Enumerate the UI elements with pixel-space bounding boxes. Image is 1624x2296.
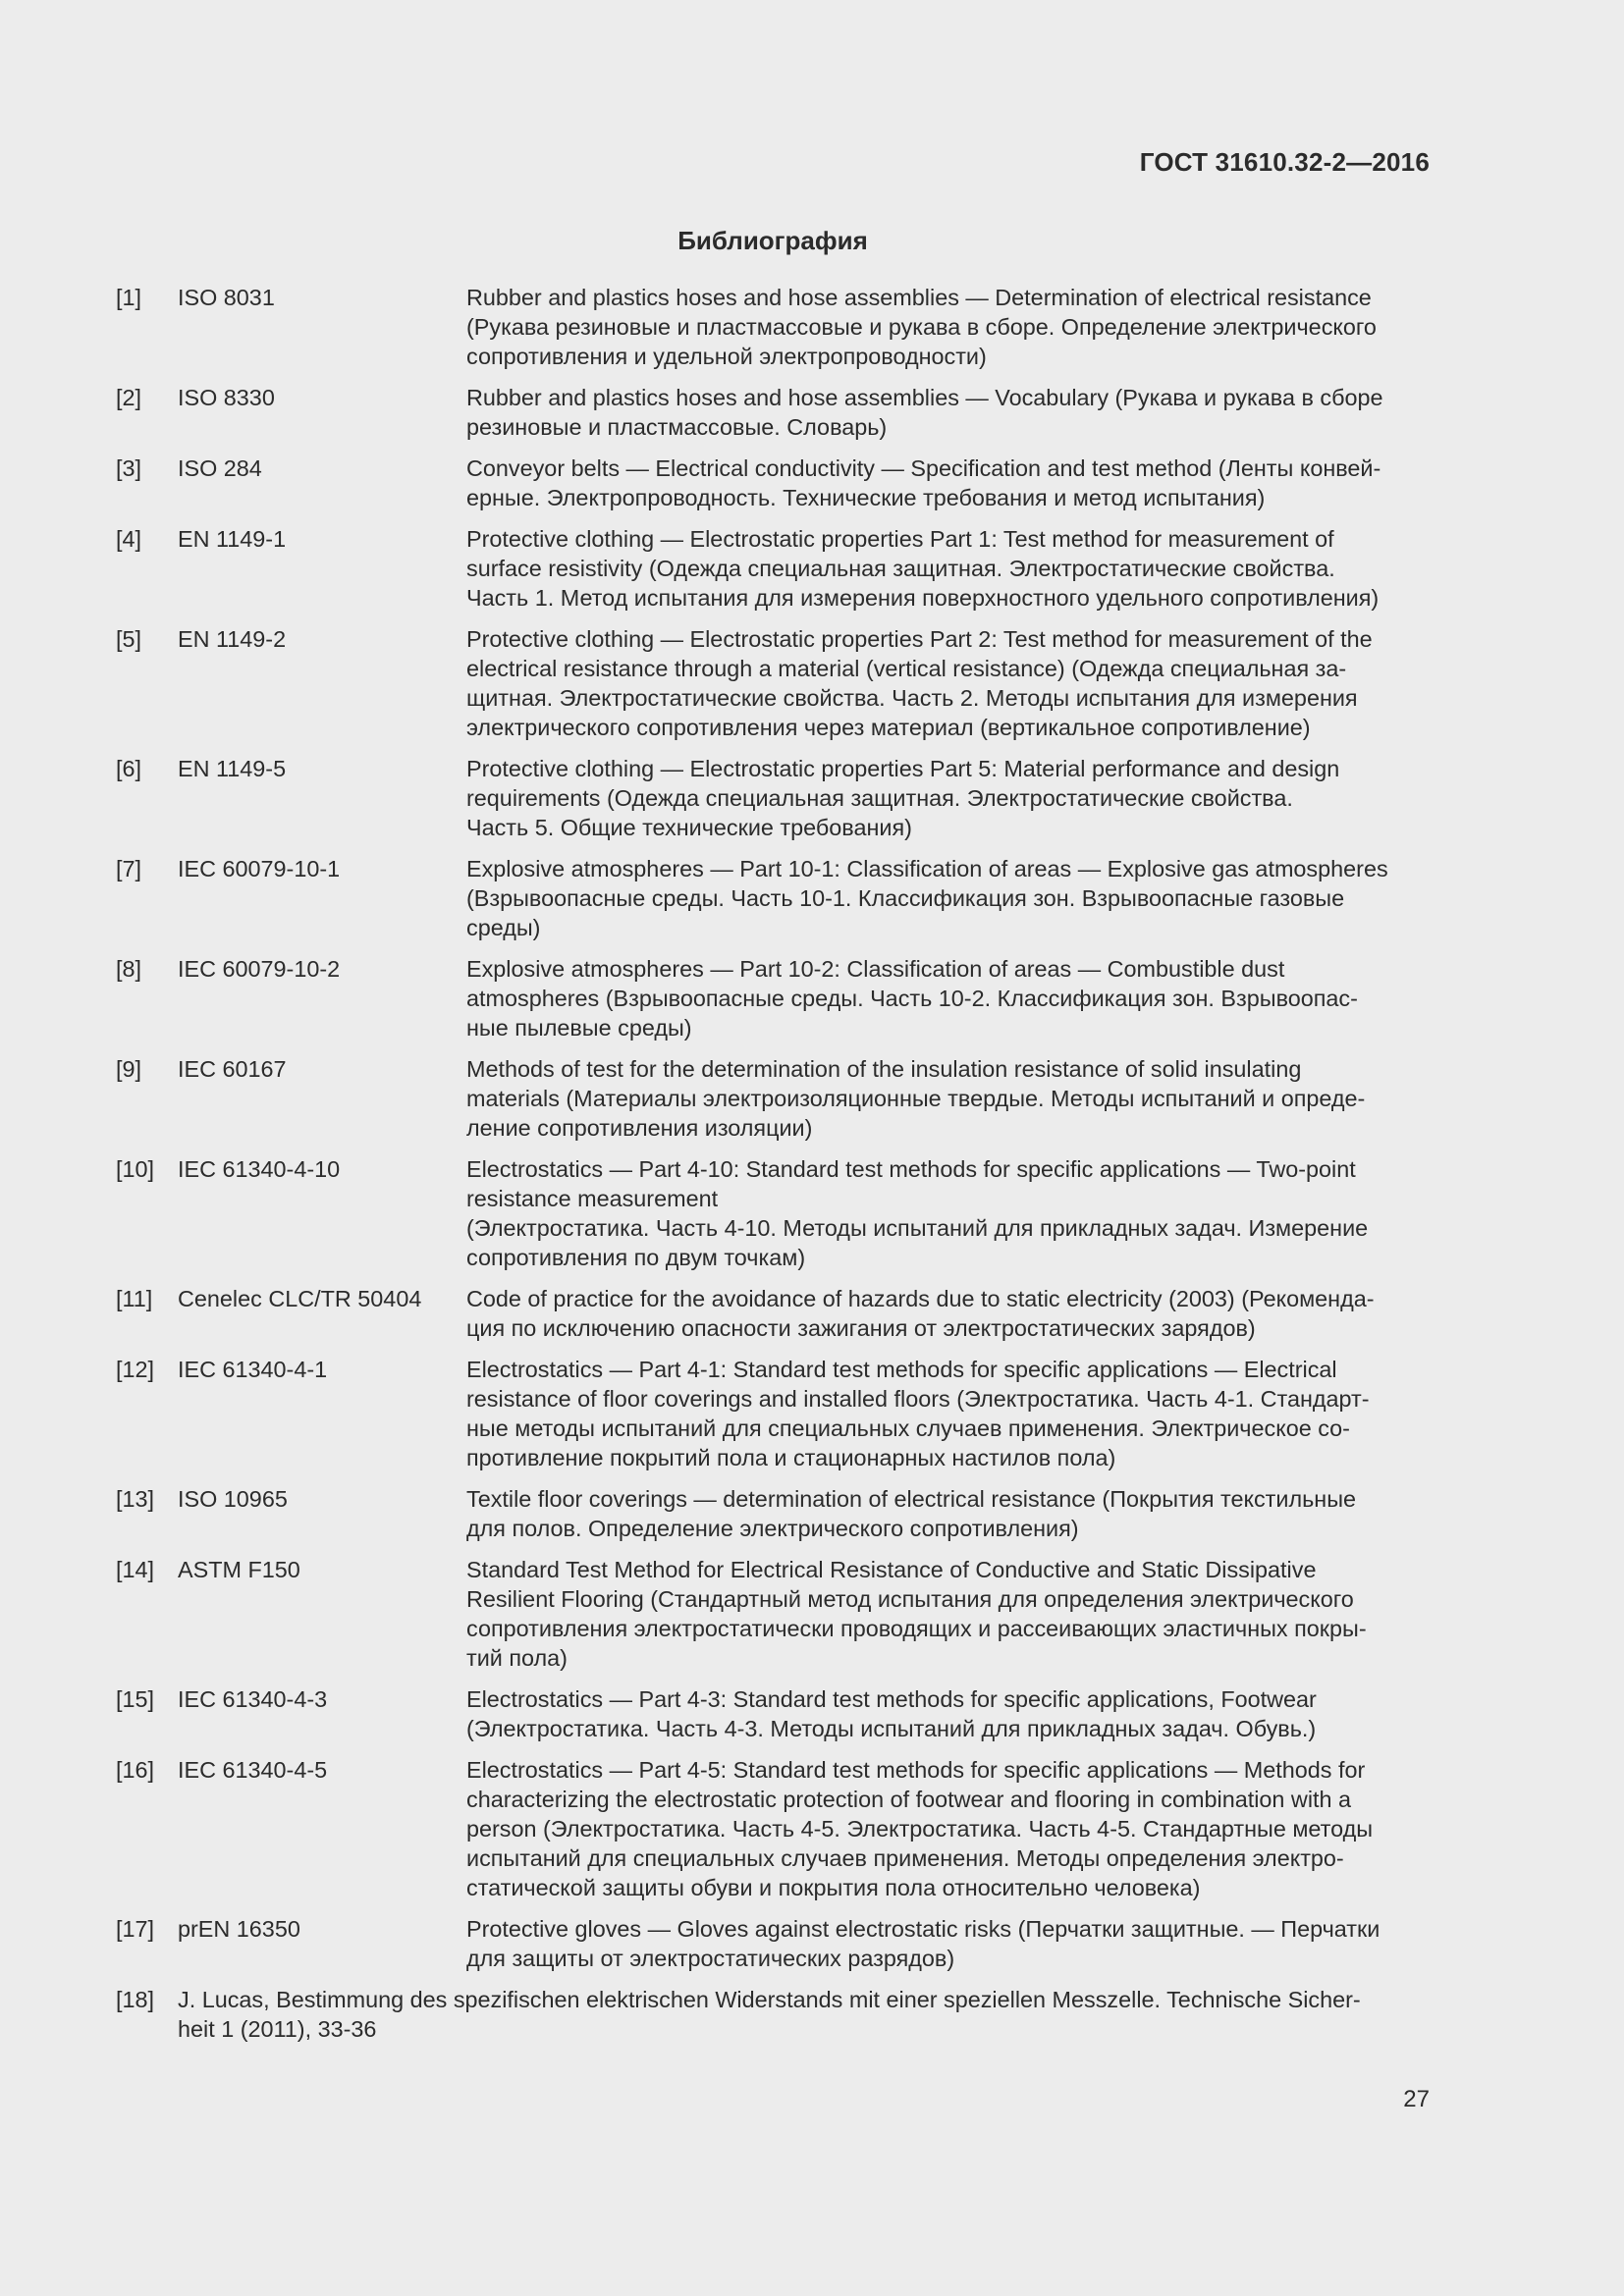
entry-text: Explosive atmospheres — Part 10-1: Classification of areas — Explosive gas atmospheres (Взрывоопасные среды. Часть 10-1. Классификация зон. Взрывоопасные газовые среды) (466, 856, 1388, 940)
entry-code: IEC 60079-10-1 (178, 856, 341, 881)
bibliography-entry (116, 754, 1430, 842)
bibliography-entry (116, 1555, 1430, 1673)
entry-code: IEC 60079-10-2 (178, 956, 341, 982)
bibliography-entry (116, 1154, 1430, 1272)
bibliography-entry (116, 454, 1430, 512)
bibliography-entry (116, 954, 1430, 1042)
entry-number: [17] (116, 1916, 155, 1942)
entry-text: Standard Test Method for Electrical Resistance of Conductive and Static Dissipative Resilient Flooring (Стандартный метод испытания для определения электрического сопротивления электростатически проводящих и рассеивающих эластичных покры- тий пола) (466, 1557, 1367, 1671)
entry-number: [12] (116, 1357, 155, 1382)
entry-code: Cenelec CLC/TR 50404 (178, 1286, 422, 1311)
entry-code: ISO 284 (178, 455, 262, 481)
entry-number: [18] (116, 1987, 155, 2012)
entry-text: Protective clothing — Electrostatic properties Part 5: Material performance and design requirements (Одежда специальная защитная. Электростатические свойства. Часть 5. Общие технические требования) (466, 756, 1340, 840)
bibliography-entry (116, 854, 1430, 942)
entry-number: [1] (116, 285, 142, 310)
entry-number: [3] (116, 455, 142, 481)
page-number: 27 (1403, 2086, 1430, 2112)
bibliography-entry-final (116, 1985, 1430, 2044)
bibliography-entry (116, 1484, 1430, 1543)
entry-number: [14] (116, 1557, 155, 1582)
entry-number: [16] (116, 1757, 155, 1783)
entry-number: [15] (116, 1686, 155, 1712)
bibliography-entry (116, 524, 1430, 613)
bibliography-entry (116, 1355, 1430, 1472)
entry-text: Protective clothing — Electrostatic properties Part 1: Test method for measurement of surface resistivity (Одежда специальная защитная. Электростатические свойства. Часть 1. Метод испытания для измерения поверхностного удельного сопротивления) (466, 526, 1380, 611)
entry-number: [8] (116, 956, 142, 982)
entry-number: [6] (116, 756, 142, 781)
entry-text: Protective clothing — Electrostatic properties Part 2: Test method for measurement of the electrical resistance through a material (vertical resistance) (Одежда специальная за- щитная. Электростатические свойства. Часть 2. Методы испытания для измерения электрического сопротивления через материал (вертикальное сопротивление) (466, 626, 1373, 740)
entry-text: J. Lucas, Bestimmung des spezifischen elektrischen Widerstands mit einer speziellen Messzelle. Technische Sicher- heit 1 (2011), 33-36 (178, 1987, 1361, 2042)
entry-number: [10] (116, 1156, 155, 1182)
entry-code: EN 1149-5 (178, 756, 287, 781)
entry-code: IEC 60167 (178, 1056, 287, 1082)
document-standard-header: ГОСТ 31610.32-2—2016 (1139, 147, 1430, 177)
entry-text: Electrostatics — Part 4-1: Standard test methods for specific applications — Electrical resistance of floor coverings and installed floors (Электростатика. Часть 4-1. Стандарт- ные методы испытаний для специальных случаев применения. Электрическое со- противление покрытий пола и стационарных настилов пола) (466, 1357, 1370, 1470)
bibliography-entry (116, 383, 1430, 442)
entry-text: Electrostatics — Part 4-5: Standard test methods for specific applications — Methods for characterizing the electrostatic protection of footwear and flooring in combination with a person (Электростатика. Часть 4-5. Электростатика. Часть 4-5. Стандартные методы испытаний для специальных случаев применения. Методы определения электро- статической защиты обуви и покрытия пола относительно человека) (466, 1757, 1374, 1900)
entry-code: IEC 61340-4-3 (178, 1686, 328, 1712)
entry-number: [2] (116, 385, 142, 410)
entry-text: Electrostatics — Part 4-3: Standard test methods for specific applications, Footwear (Электростатика. Часть 4-3. Методы испытаний для прикладных задач. Обувь.) (466, 1686, 1317, 1741)
entry-code: IEC 61340-4-10 (178, 1156, 341, 1182)
entry-text: Code of practice for the avoidance of hazards due to static electricity (2003) (Рекоменда- ция по исключению опасности зажигания от электростатических зарядов) (466, 1286, 1375, 1341)
bibliography-entry (116, 624, 1430, 742)
entry-code: prEN 16350 (178, 1916, 300, 1942)
entry-code: EN 1149-1 (178, 526, 287, 552)
entry-text: Electrostatics — Part 4-10: Standard test methods for specific applications — Two-point resistance measurement (Электростатика. Часть 4-10. Методы испытаний для прикладных задач. Измерение сопротивления по двум точкам) (466, 1156, 1369, 1270)
bibliography-entry (116, 283, 1430, 371)
entry-text: Protective gloves — Gloves against electrostatic risks (Перчатки защитные. — Перчатки для защиты от электростатических разрядов) (466, 1916, 1380, 1971)
entry-number: [7] (116, 856, 142, 881)
bibliography-list (116, 283, 1430, 2056)
entry-code: ISO 8330 (178, 385, 275, 410)
entry-text: Rubber and plastics hoses and hose assemblies — Vocabulary (Рукава и рукава в сборе резиновые и пластмассовые. Словарь) (466, 385, 1383, 440)
bibliography-entry (116, 1755, 1430, 1902)
entry-code: EN 1149-2 (178, 626, 287, 652)
entry-text: Explosive atmospheres — Part 10-2: Classification of areas — Combustible dust atmospheres (Взрывоопасные среды. Часть 10-2. Классификация зон. Взрывоопас- ные пылевые среды) (466, 956, 1358, 1041)
entry-number: [9] (116, 1056, 142, 1082)
entry-code: IEC 61340-4-5 (178, 1757, 328, 1783)
entry-code: IEC 61340-4-1 (178, 1357, 328, 1382)
entry-text: Textile floor coverings — determination of electrical resistance (Покрытия текстильные для полов. Определение электрического сопротивления) (466, 1486, 1357, 1541)
bibliography-entry (116, 1284, 1430, 1343)
entry-code: ISO 8031 (178, 285, 275, 310)
entry-code: ASTM F150 (178, 1557, 300, 1582)
entry-number: [13] (116, 1486, 155, 1512)
entry-text: Rubber and plastics hoses and hose assemblies — Determination of electrical resistance (Рукава резиновые и пластмассовые и рукава в сборе. Определение электрического сопротивления и удельной электропроводности) (466, 285, 1377, 369)
bibliography-entry (116, 1684, 1430, 1743)
page-title: Библиография (677, 226, 868, 255)
entry-number: [11] (116, 1286, 153, 1311)
bibliography-entry (116, 1914, 1430, 1973)
bibliography-entry (116, 1054, 1430, 1143)
entry-number: [5] (116, 626, 142, 652)
entry-number: [4] (116, 526, 142, 552)
entry-text: Conveyor belts — Electrical conductivity — Specification and test method (Ленты конвей- ерные. Электропроводность. Технические требования и метод испытания) (466, 455, 1381, 510)
entry-code: ISO 10965 (178, 1486, 288, 1512)
entry-text: Methods of test for the determination of the insulation resistance of solid insulating materials (Материалы электроизоляционные твердые. Методы испытаний и опреде- ление сопротивления изоляции) (466, 1056, 1366, 1141)
